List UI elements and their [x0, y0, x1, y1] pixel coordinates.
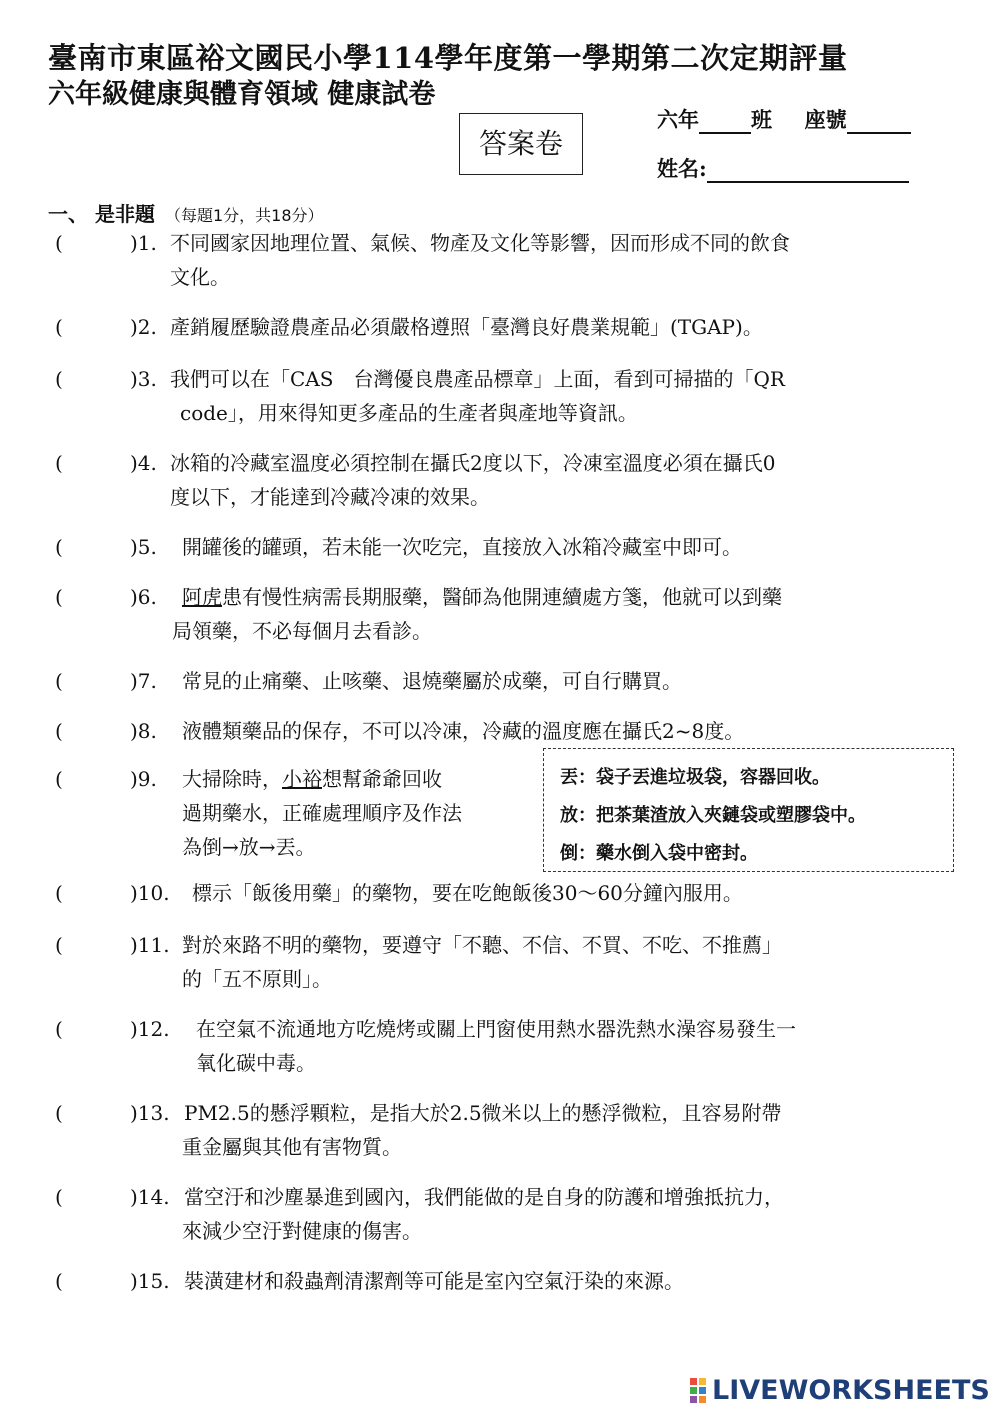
question-text: 在空氣不流通地方吃燒烤或關上門窗使用熱水器洗熱水澡容易發生一 [196, 1017, 796, 1041]
question-text: PM2.5的懸浮顆粒，是指大於2.5微米以上的懸浮微粒，且容易附帶 [184, 1101, 782, 1125]
question-text: 開罐後的罐頭，若未能一次吃完，直接放入冰箱冷藏室中即可。 [182, 535, 742, 559]
question-text: 產銷履歷驗證農產品必須嚴格遵照「臺灣良好農業規範」(TGAP)。 [170, 315, 763, 339]
student-name: 小裕 [282, 767, 322, 791]
question-text-cont: 氧化碳中毒。 [196, 1051, 316, 1075]
student-name: 阿虎 [182, 585, 222, 609]
question-text-body: 想幫爺爺回收 [322, 767, 442, 791]
question-text: 標示「飯後用藥」的藥物，要在吃飽飯後30～60分鐘內服用。 [192, 881, 743, 905]
section-title: 一、 是非題 [48, 202, 155, 226]
answer-paren[interactable]: ( [55, 1101, 63, 1125]
question-text-cont: 來減少空汙對健康的傷害。 [182, 1219, 422, 1243]
question-text-cont: code」，用來得知更多產品的生產者與產地等資訊。 [180, 401, 638, 425]
liveworksheets-logo[interactable] [690, 1373, 990, 1407]
exam-title: 臺南市東區裕文國民小學114學年度第一學期第二次定期評量 [48, 41, 848, 75]
step-pour: 倒：藥水倒入袋中密封。 [560, 843, 758, 864]
class-prefix: 六年 [657, 107, 699, 132]
seat-blank[interactable] [847, 110, 911, 134]
answer-paren[interactable]: ( [55, 881, 63, 905]
question-text-cont: 重金屬與其他有害物質。 [182, 1135, 402, 1159]
question-text [182, 762, 442, 796]
class-seat-line [657, 104, 911, 134]
question-number: )8. [130, 719, 157, 743]
class-blank[interactable] [699, 110, 751, 134]
question-number: )7. [130, 669, 157, 693]
answer-paren[interactable]: ( [55, 719, 63, 743]
question-text-cont: 文化。 [170, 265, 230, 289]
answer-paren[interactable]: ( [55, 585, 63, 609]
answer-paren[interactable]: ( [55, 1185, 63, 1209]
question-number: )11. [130, 933, 170, 957]
question-number: )15. [130, 1269, 170, 1293]
question-text: 不同國家因地理位置、氣候、物產及文化等影響，因而形成不同的飲食 [170, 231, 790, 255]
question-text: 常見的止痛藥、止咳藥、退燒藥屬於成藥，可自行購買。 [182, 669, 682, 693]
question-number: )3. [130, 367, 157, 391]
question-number: )4. [130, 451, 157, 475]
name-line [657, 153, 909, 183]
logo-text: LIVEWORKSHEETS [712, 1374, 990, 1406]
question-text: 裝潢建材和殺蟲劑清潔劑等可能是室內空氣汙染的來源。 [184, 1269, 684, 1293]
question-number: )5. [130, 535, 157, 559]
name-label: 姓名: [657, 156, 707, 181]
class-suffix: 班 [751, 107, 772, 132]
question-text-cont: 局領藥，不必每個月去看診。 [172, 619, 432, 643]
question-text-body: 患有慢性病需長期服藥，醫師為他開連續處方箋，他就可以到藥 [222, 585, 782, 609]
answer-paren[interactable]: ( [55, 315, 63, 339]
question-number: )10. [130, 881, 170, 905]
answer-paren[interactable]: ( [55, 669, 63, 693]
question-text-cont: 的「五不原則」。 [182, 967, 332, 991]
exam-subtitle: 六年級健康與體育領域 健康試卷 [48, 79, 436, 110]
question-number: )13. [130, 1101, 170, 1125]
answer-paren[interactable]: ( [55, 231, 63, 255]
question-number: )2. [130, 315, 157, 339]
question-text: 液體類藥品的保存，不可以冷凍，冷藏的溫度應在攝氏2~8度。 [182, 719, 745, 743]
answer-paren[interactable]: ( [55, 933, 63, 957]
answer-paren[interactable]: ( [55, 535, 63, 559]
question-number: )9. [130, 767, 157, 791]
section-note: （每題1分，共18分） [164, 206, 324, 225]
answer-sheet-label: 答案卷 [459, 113, 583, 175]
step-discard: 丟：袋子丟進垃圾袋，容器回收。 [560, 767, 830, 788]
answer-paren[interactable]: ( [55, 1269, 63, 1293]
section-heading [48, 198, 324, 227]
answer-paren[interactable]: ( [55, 451, 63, 475]
question-number: )14. [130, 1185, 170, 1209]
answer-paren[interactable]: ( [55, 367, 63, 391]
seat-label: 座號 [804, 107, 847, 132]
question-text: 冰箱的冷藏室溫度必須控制在攝氏2度以下，冷凍室溫度必須在攝氏0 [170, 451, 776, 475]
question-number: )1. [130, 231, 157, 255]
question-text: 當空汙和沙塵暴進到國內，我們能做的是自身的防護和增強抵抗力， [184, 1185, 784, 1209]
question-text-cont: 過期藥水，正確處理順序及作法 [182, 801, 462, 825]
name-blank[interactable] [707, 159, 909, 183]
question-text-prefix: 大掃除時， [182, 767, 282, 791]
answer-paren[interactable]: ( [55, 767, 63, 791]
disposal-steps-box [543, 748, 954, 872]
question-text: 對於來路不明的藥物，要遵守「不聽、不信、不買、不吃、不推薦」 [182, 933, 782, 957]
question-text-cont: 度以下，才能達到冷藏冷凍的效果。 [170, 485, 490, 509]
answer-paren[interactable]: ( [55, 1017, 63, 1041]
question-number: )12. [130, 1017, 170, 1041]
question-text-cont: 為倒→放→丟。 [182, 835, 316, 859]
question-text: 我們可以在「CAS 台灣優良農產品標章」上面，看到可掃描的「QR [170, 367, 785, 391]
question-number: )6. [130, 585, 157, 609]
question-text [182, 580, 782, 614]
liveworksheets-logo-icon [690, 1378, 706, 1403]
step-place: 放：把茶葉渣放入夾鏈袋或塑膠袋中。 [560, 805, 866, 826]
